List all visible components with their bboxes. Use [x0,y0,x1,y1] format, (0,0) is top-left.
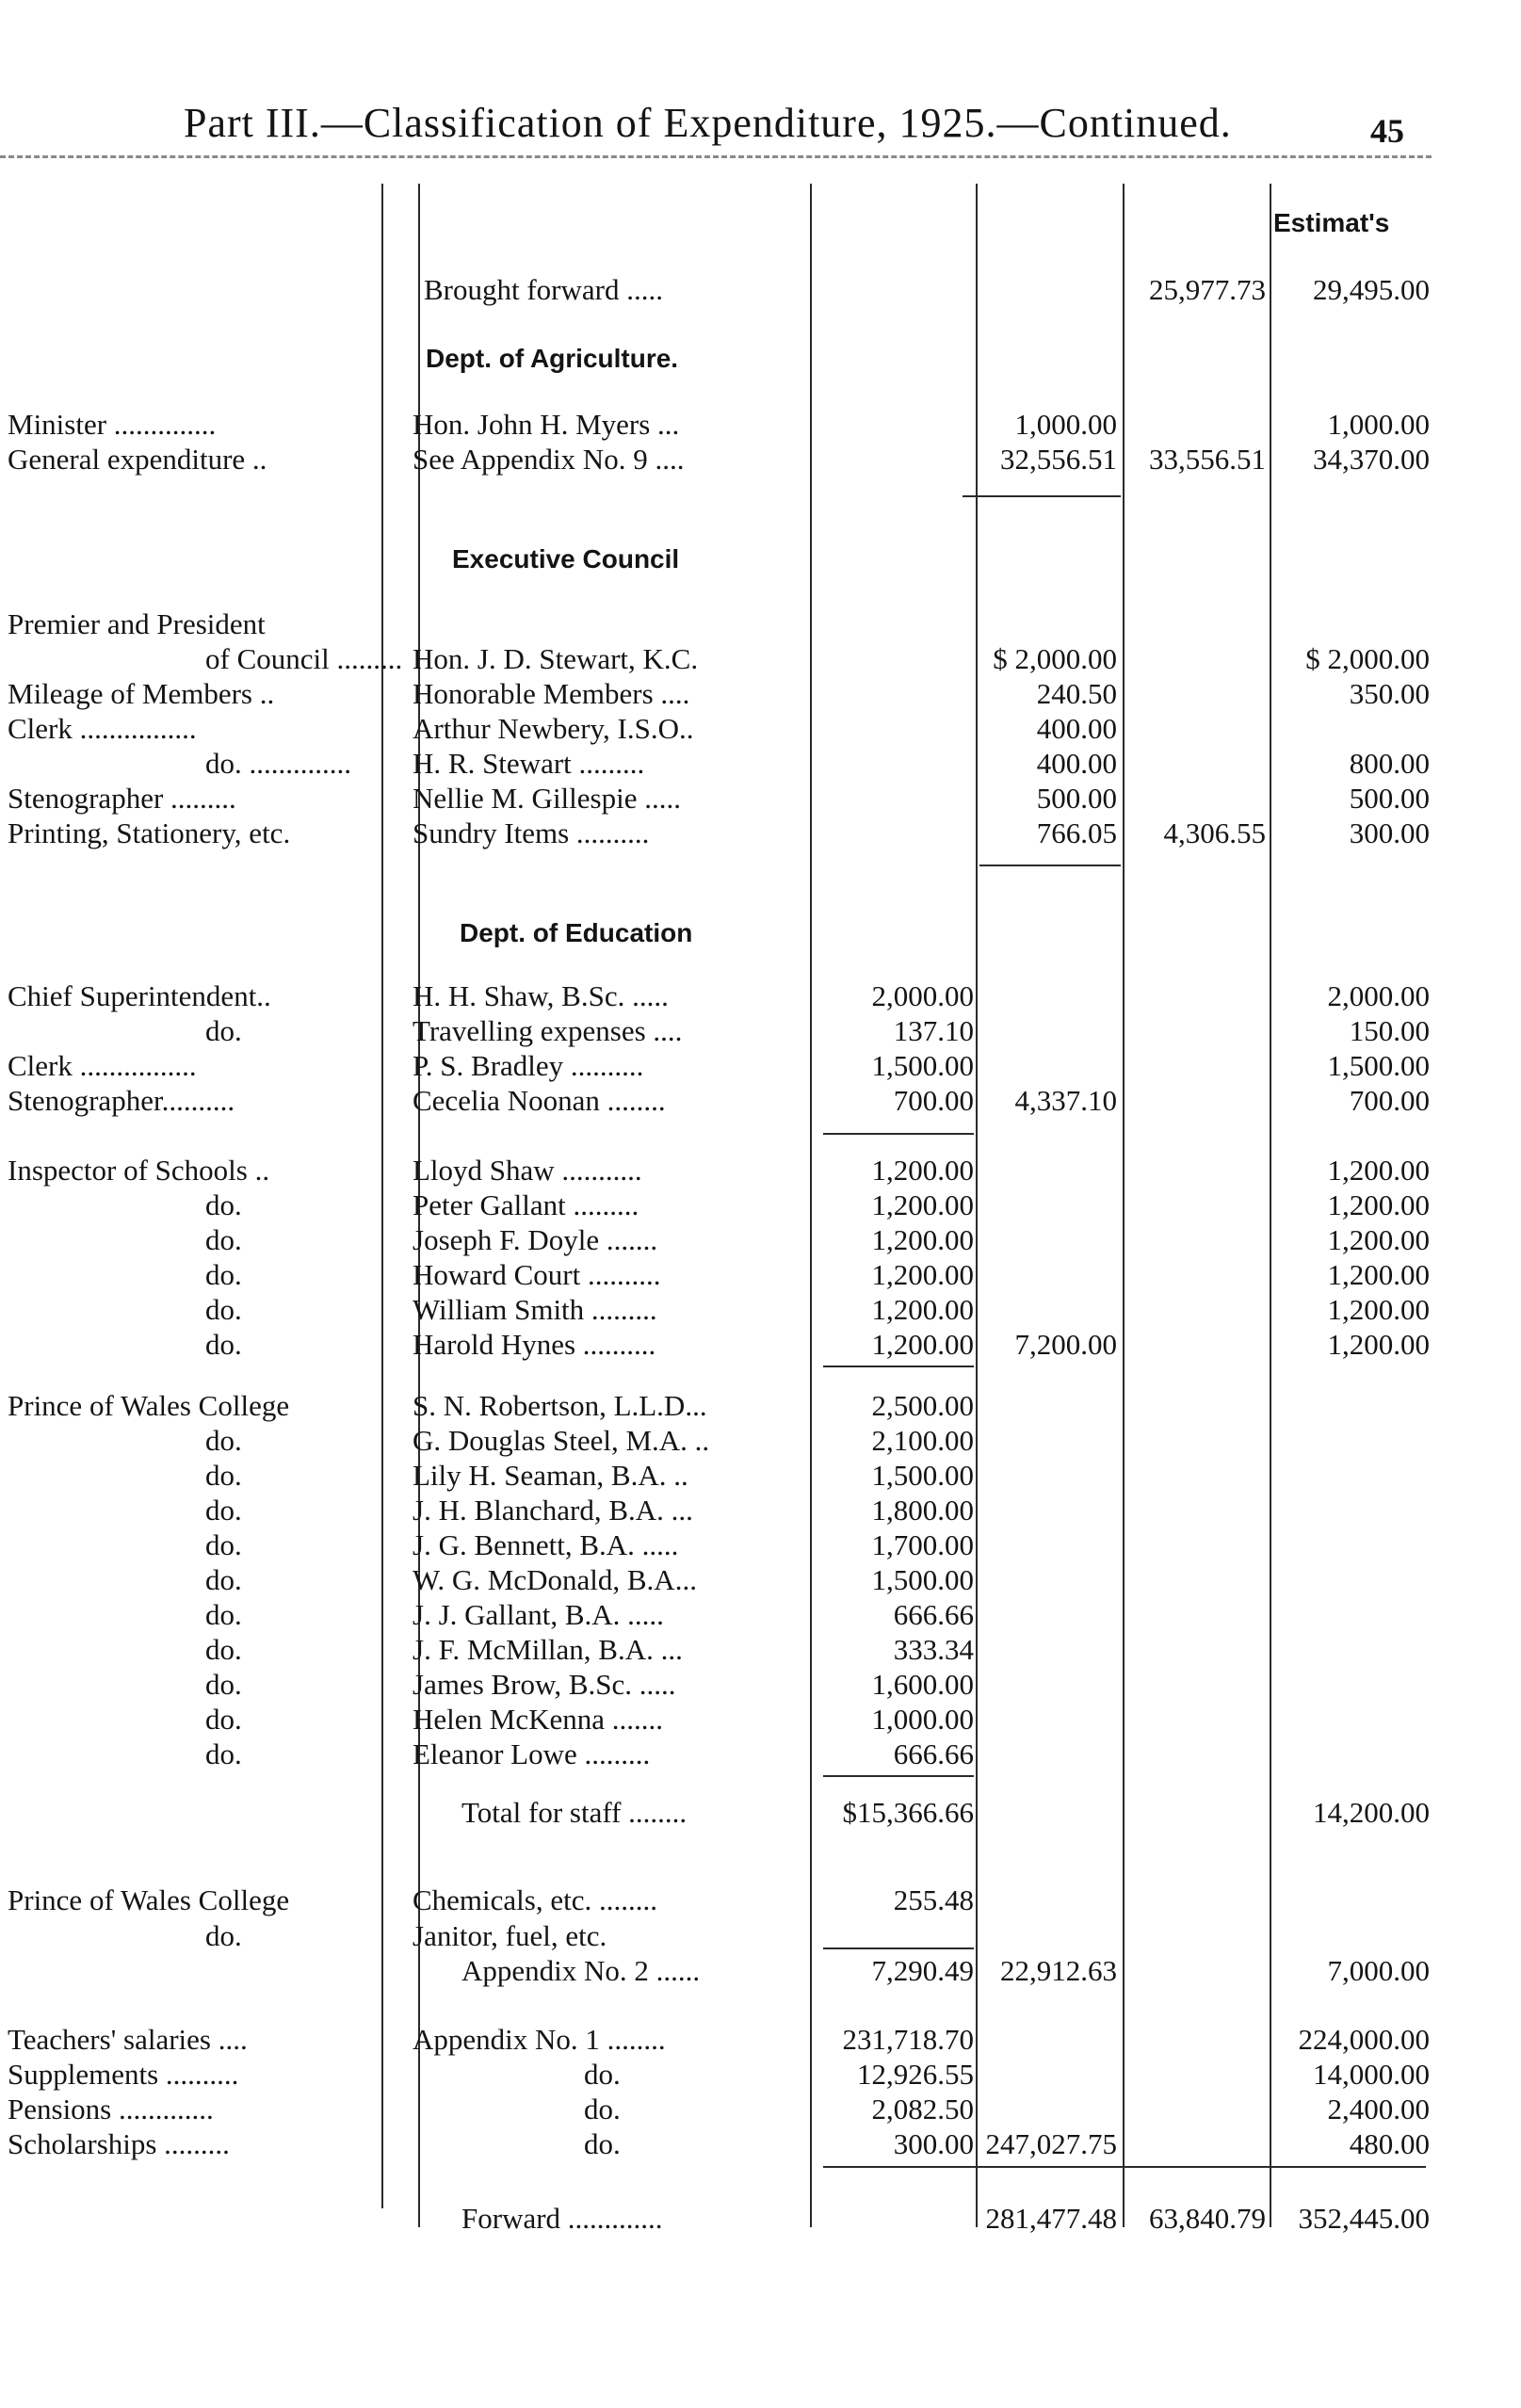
table-row [0,607,1432,641]
rule-after-chemicals [823,1775,974,1777]
description-cell: G. Douglas Steel, M.A. .. [413,1424,710,1457]
description-cell: J. F. McMillan, B.A. ... [413,1633,683,1666]
detail-amount-cell: 1,600.00 [871,1668,974,1701]
description-cell: Hon. John H. Myers ... [413,408,680,441]
description-cell: Lily H. Seaman, B.A. .. [413,1459,688,1492]
classification-cell: do. [205,1014,242,1047]
detail-amount-cell: 1,000.00 [871,1703,974,1736]
table-row [0,1424,1432,1458]
table-row [0,1598,1432,1632]
estimate-amount-cell: 700.00 [1349,1084,1430,1117]
detail-amount-cell: 666.66 [893,1737,974,1770]
rule-after-inspectors [823,1366,974,1367]
subtotal-amount-cell: 4,337.10 [1014,1084,1117,1117]
table-row [0,1494,1432,1527]
subtotal-amount-cell: 400.00 [1036,747,1117,780]
description-cell: W. G. McDonald, B.A... [413,1563,697,1596]
estimate-amount-cell: 1,200.00 [1327,1188,1430,1221]
page-number: 45 [1370,112,1404,150]
table-row [0,642,1432,676]
estimate-amount-cell: 480.00 [1349,2127,1430,2160]
description-cell: do. [584,2127,621,2160]
estimate-amount-cell: 1,200.00 [1327,1328,1430,1361]
classification-cell: do. [205,1293,242,1326]
table-row [0,782,1432,816]
table-row [0,1014,1432,1048]
estimate-amount-cell: 1,200.00 [1327,1293,1430,1326]
table-row [0,1223,1432,1257]
table-row [0,1188,1432,1222]
classification-cell: Stenographer.......... [8,1084,235,1117]
estimate-amount-cell: 300.00 [1349,816,1430,849]
brought-forward-total: 25,977.73 [1149,273,1266,306]
table-row [0,1737,1432,1771]
description-cell: Nellie M. Gillespie ..... [413,782,681,815]
estimate-amount-cell: 224,000.00 [1298,2023,1430,2056]
description-cell: Cecelia Noonan ........ [413,1084,666,1117]
table-row [0,2023,1432,2057]
table-row [0,1919,1432,1953]
description-cell: do. [584,2058,621,2091]
rule-before-forward [823,2166,1426,2168]
classification-cell: Chief Superintendent.. [8,979,271,1012]
classification-cell: do. [205,1703,242,1736]
classification-cell: Scholarships ......... [8,2127,230,2160]
table-row [0,1328,1432,1362]
table-row [0,747,1432,781]
table-row [0,443,1432,477]
brought-forward-label: Brought forward ..... [424,273,663,306]
table-row [0,1459,1432,1493]
description-cell: do. [584,2093,621,2125]
detail-amount-cell: 2,100.00 [871,1424,974,1457]
table-row [0,1883,1432,1917]
estimate-amount-cell: 14,000.00 [1313,2058,1430,2091]
estimate-amount-cell: 350.00 [1349,677,1430,710]
estimate-amount-cell: 1,500.00 [1327,1049,1430,1082]
section-heading-executive: Executive Council [452,544,680,574]
classification-cell: Inspector of Schools .. [8,1154,270,1187]
description-cell: H. R. Stewart ......... [413,747,645,780]
rule-after-stenographer [823,1133,974,1135]
detail-amount-cell: 1,200.00 [871,1293,974,1326]
estimate-amount-cell: 1,200.00 [1327,1223,1430,1256]
description-cell: Appendix No. 2 ...... [461,1954,701,1987]
detail-amount-cell: 1,500.00 [871,1563,974,1596]
detail-amount-cell: 1,200.00 [871,1328,974,1361]
table-row [0,1258,1432,1292]
subtotal-amount-cell: 766.05 [1036,816,1117,849]
detail-amount-cell: $15,366.66 [842,1796,974,1829]
description-cell: Arthur Newbery, I.S.O.. [413,712,694,745]
detail-amount-cell: 1,800.00 [871,1494,974,1527]
classification-cell: Prince of Wales College [8,1389,290,1422]
classification-cell: Premier and President [8,607,266,640]
description-cell: Howard Court .......... [413,1258,661,1291]
classification-cell: Prince of Wales College [8,1883,290,1916]
description-cell: S. N. Robertson, L.L.D... [413,1389,707,1422]
table-row [0,1563,1432,1597]
subtotal-amount-cell: 32,556.51 [1000,443,1117,476]
subtotal-amount-cell: 247,027.75 [985,2127,1117,2160]
classification-cell: do. [205,1528,242,1561]
description-cell: J. J. Gallant, B.A. ..... [413,1598,664,1631]
description-cell: Appendix No. 1 ........ [413,2023,666,2056]
estimate-amount-cell: 7,000.00 [1327,1954,1430,1987]
description-cell: Peter Gallant ......... [413,1188,639,1221]
table-row [0,816,1432,850]
description-cell: H. H. Shaw, B.Sc. ..... [413,979,669,1012]
table-row [0,2093,1432,2126]
subtotal-amount-cell: 1,000.00 [1014,408,1117,441]
table-row [0,1954,1432,1988]
total-amount-cell: 4,306.55 [1163,816,1266,849]
brought-forward-row [0,273,1432,307]
description-cell: See Appendix No. 9 .... [413,443,685,476]
description-cell: Sundry Items .......... [413,816,650,849]
table-row [0,2058,1432,2092]
detail-amount-cell: 1,500.00 [871,1459,974,1492]
detail-amount-cell: 300.00 [893,2127,974,2160]
detail-amount-cell: 666.66 [893,1598,974,1631]
classification-cell: do. [205,1223,242,1256]
description-cell: Helen McKenna ....... [413,1703,663,1736]
estimates-column-header: Estimat's [1273,208,1390,237]
description-cell: Janitor, fuel, etc. [413,1919,607,1952]
classification-cell: do. [205,1258,242,1291]
agriculture-subtotal-rule [963,495,1121,497]
estimate-amount-cell: $ 2,000.00 [1305,642,1430,675]
table-row [0,2127,1432,2161]
description-cell: Travelling expenses .... [413,1014,683,1047]
classification-cell: Stenographer ......... [8,782,236,815]
table-row [0,1796,1432,1830]
detail-amount-cell: 2,500.00 [871,1389,974,1422]
detail-amount-cell: 1,200.00 [871,1223,974,1256]
classification-cell: General expenditure .. [8,443,267,476]
classification-cell: do. [205,1424,242,1457]
description-cell: Joseph F. Doyle ....... [413,1223,658,1256]
estimate-amount-cell: 14,200.00 [1313,1796,1430,1829]
executive-subtotal-rule [979,865,1121,866]
estimate-amount-cell: 2,400.00 [1327,2093,1430,2125]
estimate-amount-cell: 800.00 [1349,747,1430,780]
classification-cell: do. [205,1459,242,1492]
total-amount-cell: 33,556.51 [1149,443,1266,476]
detail-amount-cell: 1,700.00 [871,1528,974,1561]
detail-amount-cell: 2,000.00 [871,979,974,1012]
estimate-amount-cell: 1,000.00 [1327,408,1430,441]
table-row [0,1389,1432,1423]
classification-cell: do. [205,1668,242,1701]
description-cell: James Brow, B.Sc. ..... [413,1668,676,1701]
detail-amount-cell: 12,926.55 [857,2058,974,2091]
description-cell: Harold Hynes .......... [413,1328,656,1361]
classification-cell: Mileage of Members .. [8,677,275,710]
estimate-amount-cell: 500.00 [1349,782,1430,815]
description-cell: Eleanor Lowe ......... [413,1737,651,1770]
table-row [0,1154,1432,1188]
detail-amount-cell: 1,200.00 [871,1188,974,1221]
subtotal-amount-cell: 7,200.00 [1014,1328,1117,1361]
description-cell: Hon. J. D. Stewart, K.C. [413,642,699,675]
subtotal-amount-cell: $ 2,000.00 [993,642,1117,675]
classification-cell: Teachers' salaries .... [8,2023,248,2056]
classification-cell: do. [205,1494,242,1527]
estimate-amount-cell: 1,200.00 [1327,1154,1430,1187]
description-cell: P. S. Bradley .......... [413,1049,644,1082]
detail-amount-cell: 255.48 [893,1883,974,1916]
classification-cell: of Council ......... [205,642,403,675]
forward-label: Forward ............. [461,2202,663,2235]
classification-cell: do. [205,1563,242,1596]
forward-total: 63,840.79 [1149,2202,1266,2235]
page-title: Part III.—Classification of Expenditure, 1925.—Continued. [184,100,1232,146]
classification-cell: Clerk ................ [8,712,197,745]
table-row [0,1293,1432,1327]
subtotal-amount-cell: 240.50 [1036,677,1117,710]
detail-amount-cell: 2,082.50 [871,2093,974,2125]
detail-amount-cell: 1,200.00 [871,1154,974,1187]
classification-cell: Minister .............. [8,408,217,441]
detail-amount-cell: 137.10 [893,1014,974,1047]
classification-cell: do. .............. [205,747,351,780]
table-row [0,1703,1432,1737]
detail-amount-cell: 231,718.70 [842,2023,974,2056]
description-cell: J. G. Bennett, B.A. ..... [413,1528,679,1561]
classification-cell: Supplements .......... [8,2058,239,2091]
detail-amount-cell: 700.00 [893,1084,974,1117]
estimate-amount-cell: 1,200.00 [1327,1258,1430,1291]
classification-cell: do. [205,1188,242,1221]
section-heading-agriculture: Dept. of Agriculture. [426,344,679,373]
detail-amount-cell: 7,290.49 [871,1954,974,1987]
subtotal-amount-cell: 400.00 [1036,712,1117,745]
table-row [0,677,1432,711]
table-row [0,712,1432,746]
estimate-amount-cell: 150.00 [1349,1014,1430,1047]
header-rule [0,155,1432,158]
classification-cell: Printing, Stationery, etc. [8,816,291,849]
table-row [0,1528,1432,1562]
table-row [0,979,1432,1013]
forward-subtotal: 281,477.48 [985,2202,1117,2235]
classification-cell: do. [205,1598,242,1631]
classification-cell: do. [205,1633,242,1666]
classification-cell: Pensions ............. [8,2093,214,2125]
table-row [0,1668,1432,1702]
description-cell: Honorable Members .... [413,677,690,710]
table-row [0,1049,1432,1083]
rule-after-teachers-detail [823,1947,974,1949]
section-heading-education: Dept. of Education [460,918,693,947]
classification-cell: Clerk ................ [8,1049,197,1082]
description-cell: Lloyd Shaw ........... [413,1154,642,1187]
description-cell: Chemicals, etc. ........ [413,1883,657,1916]
table-row [0,1633,1432,1667]
description-cell: William Smith ......... [413,1293,657,1326]
description-cell: Total for staff ........ [461,1796,688,1829]
subtotal-amount-cell: 500.00 [1036,782,1117,815]
subtotal-amount-cell: 22,912.63 [1000,1954,1117,1987]
estimate-amount-cell: 2,000.00 [1327,979,1430,1012]
forward-row [0,2202,1432,2236]
detail-amount-cell: 1,500.00 [871,1049,974,1082]
table-row [0,408,1432,442]
forward-estimate: 352,445.00 [1298,2202,1430,2235]
brought-forward-estimate: 29,495.00 [1313,273,1430,306]
description-cell: J. H. Blanchard, B.A. ... [413,1494,693,1527]
classification-cell: do. [205,1737,242,1770]
classification-cell: do. [205,1919,242,1952]
classification-cell: do. [205,1328,242,1361]
detail-amount-cell: 333.34 [893,1633,974,1666]
estimate-amount-cell: 34,370.00 [1313,443,1430,476]
table-row [0,1084,1432,1118]
detail-amount-cell: 1,200.00 [871,1258,974,1291]
